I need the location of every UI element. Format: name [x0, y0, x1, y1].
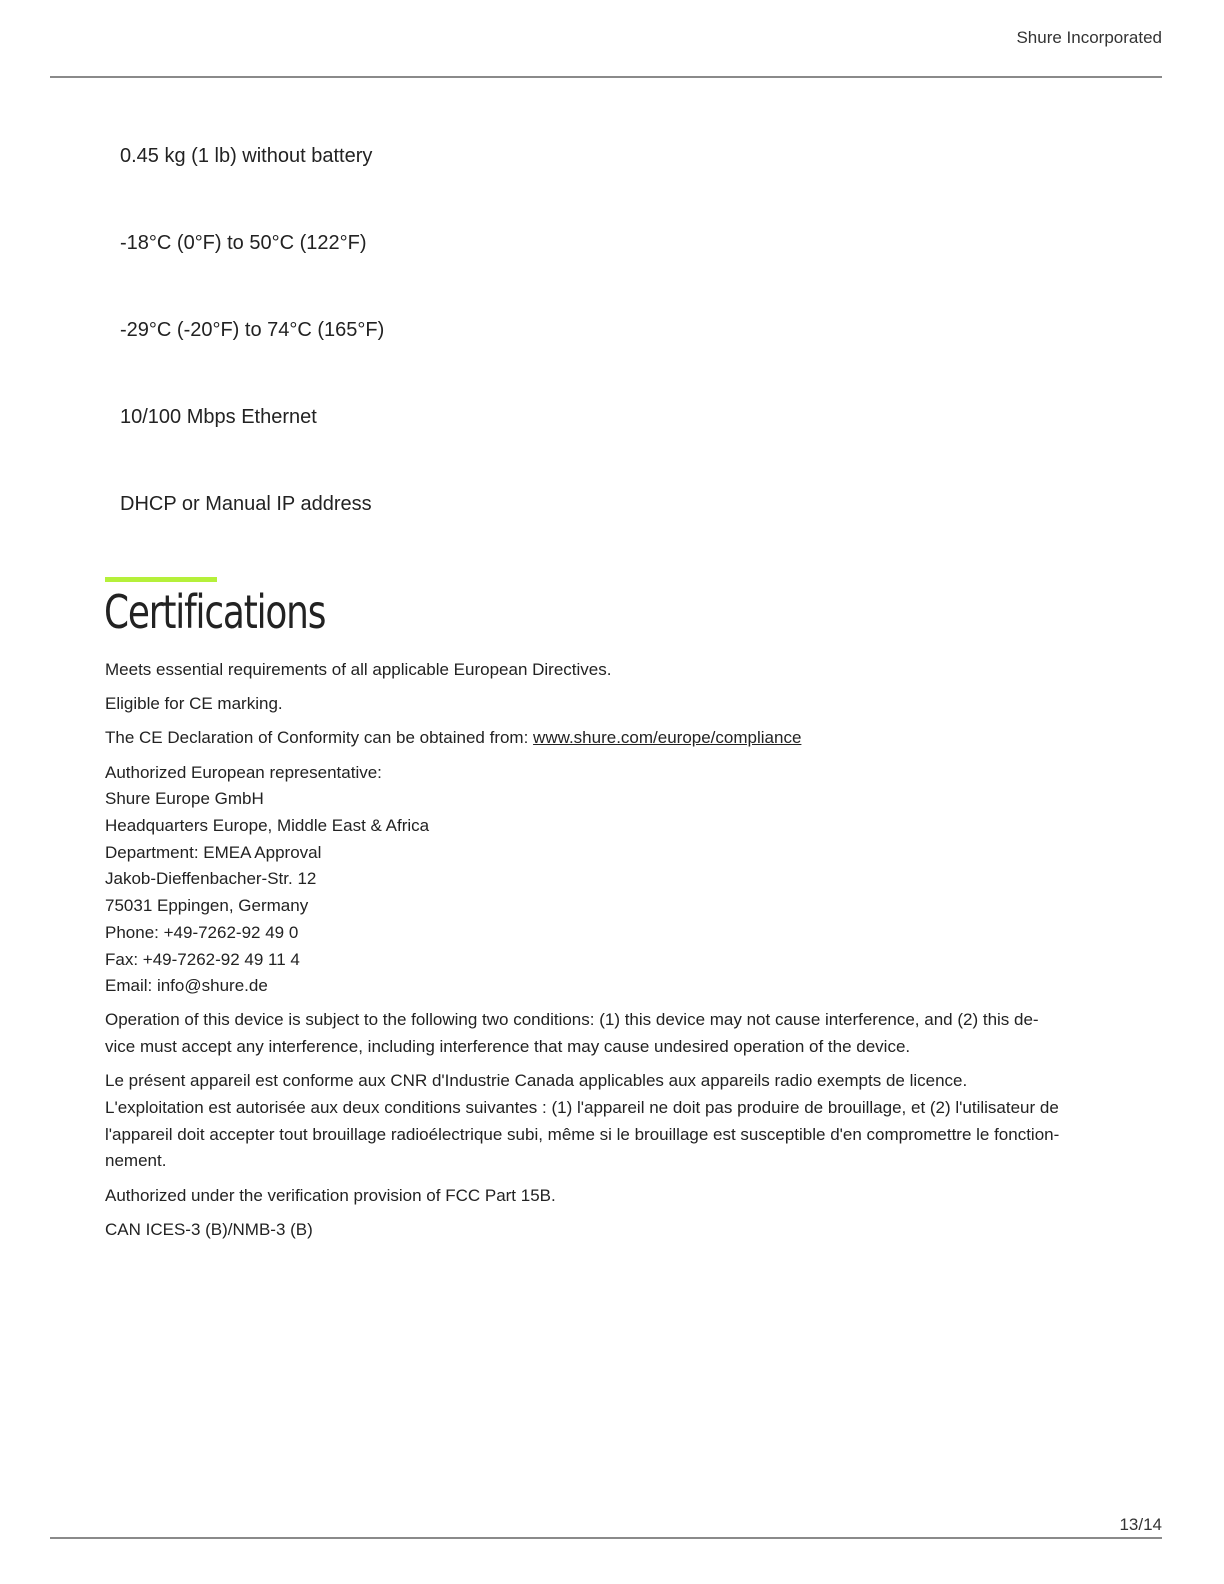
ic-line: l'appareil doit accepter tout brouillage radioélectrique subi, même si le brouillage est susceptible d'en compromettre le fonction- — [105, 1124, 1060, 1144]
rep-line: 75031 Eppingen, Germany — [105, 896, 309, 916]
rep-line: Headquarters Europe, Middle East & Africa — [105, 816, 430, 836]
rep-line: Jakob-Dieffenbacher-Str. 12 — [105, 869, 317, 889]
fcc-conditions-line: vice must accept any interference, including interference that may cause undesired operation of the device. — [105, 1037, 911, 1057]
cert-fcc-part15b: Authorized under the verification provision of FCC Part 15B. — [105, 1185, 556, 1205]
cert-ce-declaration — [105, 725, 1115, 752]
footer-divider — [50, 1537, 1162, 1539]
cert-fcc-conditions — [105, 1007, 1115, 1060]
rep-line: Authorized European representative: — [105, 762, 382, 782]
page-number: 13/14 — [1119, 1515, 1162, 1534]
header-divider — [50, 76, 1162, 78]
cert-ce-marking: Eligible for CE marking. — [105, 694, 283, 714]
spec-network-addressing: DHCP or Manual IP address — [120, 493, 372, 515]
cert-ce-declaration-text: The CE Declaration of Conformity can be obtained from: — [105, 728, 534, 748]
ic-line: nement. — [105, 1151, 167, 1171]
ic-line: Le présent appareil est conforme aux CNR d'Industrie Canada applicables aux appareils radio exempts de licence. — [105, 1071, 968, 1091]
fcc-conditions-line: Operation of this device is subject to the following two conditions: (1) this device may not cause interference, and (2) this de- — [105, 1010, 1039, 1030]
cert-eu-directives: Meets essential requirements of all applicable European Directives. — [105, 660, 612, 679]
rep-line: Email: info@shure.de — [105, 976, 268, 996]
section-title-certifications: Certifications — [104, 585, 326, 639]
compliance-link[interactable]: www.shure.com/europe/compliance — [533, 728, 802, 748]
cert-industry-canada — [105, 1068, 1115, 1175]
certifications-body — [105, 657, 1115, 1251]
spec-storage-temperature: -29°C (-20°F) to 74°C (165°F) — [120, 319, 385, 341]
cert-can-ices: CAN ICES-3 (B)/NMB-3 (B) — [105, 1219, 313, 1239]
header-company-name: Shure Incorporated — [1016, 28, 1162, 47]
rep-line: Department: EMEA Approval — [105, 842, 322, 862]
ic-line: L'exploitation est autorisée aux deux conditions suivantes : (1) l'appareil ne doit pas produire de brouillage, et (2) l'utilisateur de — [105, 1098, 1059, 1118]
rep-line: Phone: +49-7262-92 49 0 — [105, 922, 299, 942]
spec-weight: 0.45 kg (1 lb) without battery — [120, 145, 373, 167]
spec-operating-temperature: -18°C (0°F) to 50°C (122°F) — [120, 232, 367, 254]
rep-line: Shure Europe GmbH — [105, 789, 264, 809]
cert-eu-representative — [105, 760, 1115, 1000]
rep-line: Fax: +49-7262-92 49 11 4 — [105, 949, 300, 969]
spec-network-interface: 10/100 Mbps Ethernet — [120, 406, 317, 428]
section-accent-bar — [105, 577, 217, 582]
